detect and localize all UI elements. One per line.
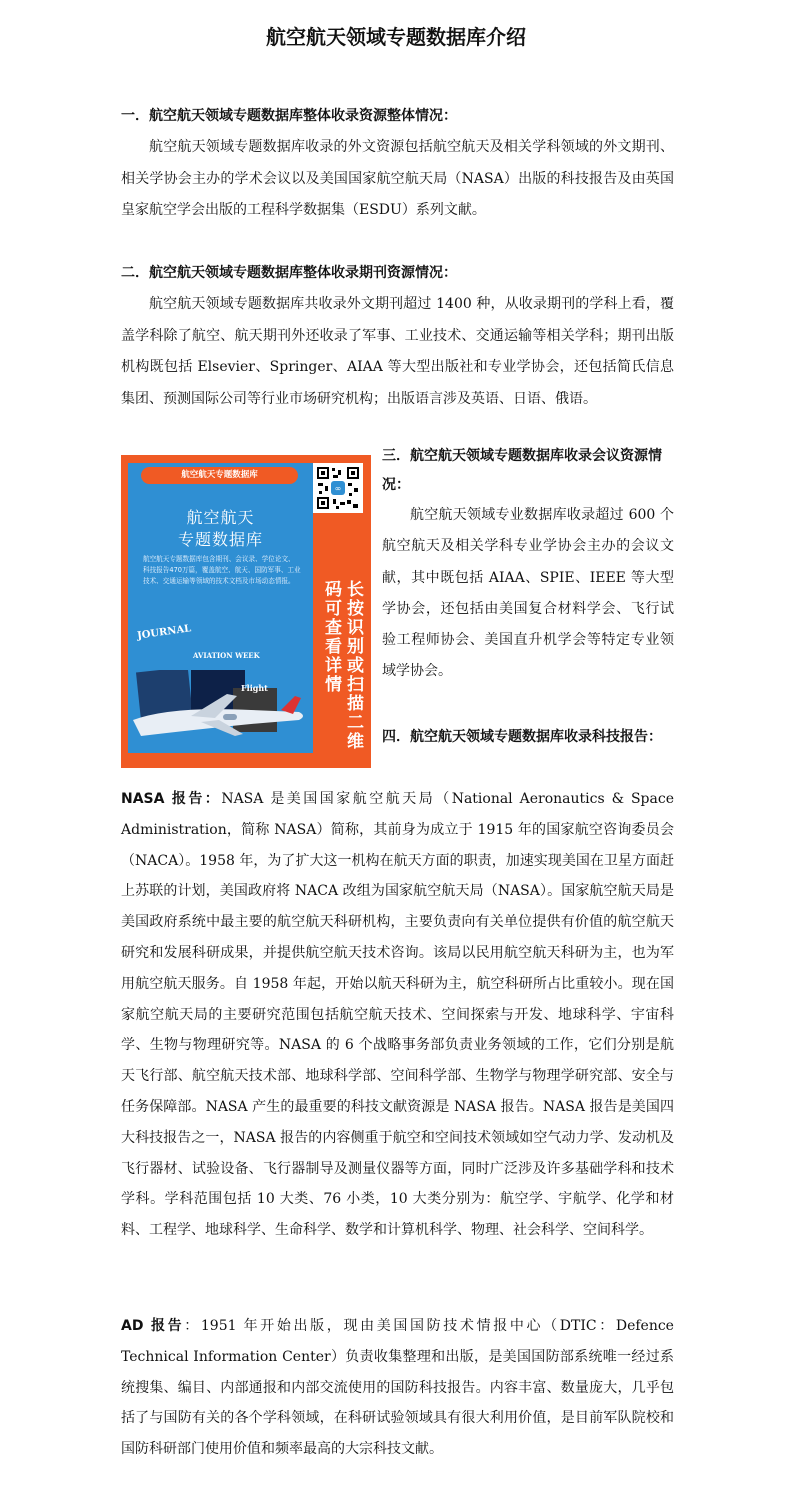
poster-description: 航空航天专题数据库包含期刊、会议录、学位论文、科技报告470万篇，覆盖航空、航天、国防军事、工业技术、交通运输等领域的技术文档及市场动态情报。 xyxy=(143,555,301,585)
ad-lead: AD 报告 xyxy=(121,1318,185,1334)
section-heading: 三．航空航天领域专题数据库收录会议资源情况： xyxy=(382,448,662,493)
poster-title xyxy=(128,507,313,551)
qr-code-icon[interactable] xyxy=(313,463,363,513)
section-body: 航空航天领域专题数据库共收录外文期刊超过 1400 种，从收录期刊的学科上看，覆盖学科除了航空、航天期刊外还收录了军事、工业技术、交通运输等相关学科；期刊出版机构既包括 Elsevier、Springer、AIAA 等大型出版社和专业学协会，还包括简氏信息集团、预测国际公司等行业市场研究机构；出版语言涉及英语、日语、俄语。 xyxy=(121,296,674,407)
svg-text:∞: ∞ xyxy=(334,484,342,493)
magazine-title: JOURNAL xyxy=(136,623,192,642)
section-heading: 四．航空航天领域专题数据库收录科技报告： xyxy=(382,729,662,745)
ad-body: ：1951 年开始出版，现由美国国防技术情报中心（DTIC：Defence Technical Information Center）负责收集整理和出版，是美国国防部系统唯一经过系统搜集、编目、内部通报和内部交流使用的国防科技报告。内容丰富、数量庞大，几乎包括了与国防有关的各个学科领域，在科研试验领域具有很大利用价值，是目前军队院校和国防科研部门使用价值和频率最高的大宗科技文献。 xyxy=(121,1318,674,1458)
magazine-title: AVIATION WEEK xyxy=(193,651,260,660)
section-nasa-report xyxy=(121,784,674,1246)
section-body xyxy=(121,1311,674,1465)
section-body: 航空航天领域专题数据库收录的外文资源包括航空航天及相关学科领域的外文期刊、相关学协会主办的学术会议以及美国国家航空航天局（NASA）出版的科技报告及由英国皇家航空学会出版的工程科学数据集（ESDU）系列文献。 xyxy=(121,139,674,218)
poster-title-line: 航空航天 xyxy=(186,508,255,527)
qr-code-graphic xyxy=(316,466,360,510)
poster-badge: 航空航天专题数据库 xyxy=(141,467,298,484)
nasa-lead: NASA 报告： xyxy=(121,791,222,807)
section-body: 航空航天领域专业数据库收录超过 600 个航空航天及相关学科专业学协会主办的会议文献，其中既包括 AIAA、SPIE、IEEE 等大型学协会，还包括由美国复合材料学会、飞行试验工程师协会、美国直升机学会等特定专业领域学协会。 xyxy=(382,507,674,680)
section-conferences xyxy=(382,442,674,688)
nasa-body: NASA 是美国国家航空航天局（National Aeronautics & Space Administration，简称 NASA）简称，其前身为成立于 1915 年的国家航空咨询委员会（NACA）。1958 年，为了扩大这一机构在航天方面的职责，加速实现美国在卫星方面赶上苏联的计划，美国政府将 NACA 改组为国家航空航天局（NASA）。国家航空航天局是美国政府系统中最主要的航空航天科研机构，主要负责向有关单位提供有价值的航空航天研究和发展科研成果，并提供航空航天技术咨询。该局以民用航空航天科研为主，也为军用航空航天服务。自 1958 年起，开始以航天科研为主，航空科研所占比重较小。现在国家航空航天局的主要研究范围包括航空航天技术、空间探索与开发、地球科学、宇宙科学、生物与物理研究等。NASA 的 6 个战略事务部负责业务领域的工作，它们分别是航天飞行部、航空航天技术部、地球科学部、空间科学部、生物学与物理学研究部、安全与任务保障部。NASA 产生的最重要的科技文献资源是 NASA 报告。NASA 报告是美国四大科技报告之一，NASA 报告的内容侧重于航空和空间技术领域如空气动力学、发动机及飞行器材、试验设备、飞行器制导及测量仪器等方面，同时广泛涉及许多基础学科和技术学科。学科范围包括 10 大类、76 小类，10 大类分别为：航空学、宇航学、化学和材料、工程学、地球科学、生命科学、数学和计算机科学、物理、社会科学、空间科学。 xyxy=(121,791,674,1239)
section-ad-report xyxy=(121,1311,674,1465)
airplane-illustration-icon xyxy=(131,670,311,740)
page-title: 航空航天领域专题数据库介绍 xyxy=(266,25,526,49)
section-overview xyxy=(121,100,674,227)
section-body xyxy=(121,784,674,1246)
section-journals xyxy=(121,257,674,415)
poster-vertical-caption: 长按识别或扫描二维码可查看详情 xyxy=(321,580,363,751)
magazine-title: Flight xyxy=(241,683,268,693)
poster-title-line: 专题数据库 xyxy=(177,530,263,549)
promo-poster xyxy=(121,455,371,768)
section-heading: 一．航空航天领域专题数据库整体收录资源整体情况： xyxy=(121,108,457,124)
section-heading: 二．航空航天领域专题数据库整体收录期刊资源情况： xyxy=(121,265,457,281)
